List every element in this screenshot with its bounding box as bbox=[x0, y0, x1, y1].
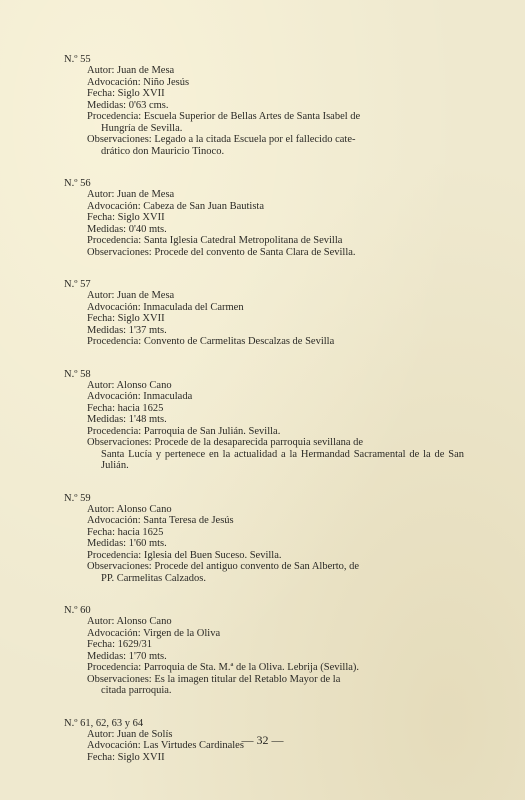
entry-number: N.º 60 bbox=[64, 605, 91, 616]
field-procedencia: Procedencia: Convento de Carmelitas Descalzas de Sevilla bbox=[87, 336, 335, 347]
field-advocacion: Advocación: Niño Jesús bbox=[87, 76, 190, 88]
field-autor: Autor: Juan de Mesa bbox=[87, 290, 175, 301]
field-fecha: Fecha: hacia 1625 bbox=[87, 402, 164, 414]
field-advocacion: Advocación: Inmaculada del Carmen bbox=[87, 301, 244, 313]
catalog-entry bbox=[64, 605, 464, 697]
field-fecha: Fecha: Siglo XVII bbox=[87, 212, 165, 223]
catalog-entry bbox=[64, 369, 464, 472]
entry-number: N.º 57 bbox=[64, 279, 91, 290]
field-observaciones: Observaciones: Es la imagen titular del Retablo Mayor de la citada parroquia. bbox=[87, 673, 341, 696]
field-procedencia: Procedencia: Iglesia del Buen Suceso. Sevilla. bbox=[87, 549, 282, 561]
field-medidas: Medidas: 0'40 mts. bbox=[87, 223, 167, 235]
catalog-entry bbox=[64, 493, 464, 585]
field-autor: Autor: Juan de Solís bbox=[87, 728, 173, 740]
field-medidas: Medidas: 0'63 cms. bbox=[87, 99, 169, 111]
field-autor: Autor: Alonso Cano bbox=[87, 616, 172, 627]
entry-number: N.º 59 bbox=[64, 492, 91, 504]
field-advocacion: Advocación: Virgen de la Oliva bbox=[87, 627, 221, 639]
entry-number: N.º 56 bbox=[64, 178, 91, 189]
page-number: — 32 — bbox=[241, 733, 284, 747]
field-procedencia: Procedencia: Parroquia de Sta. M.ª de la Oliva. Lebrija (Sevilla). bbox=[87, 662, 360, 673]
field-autor: Autor: Juan de Mesa bbox=[87, 189, 175, 200]
catalog-entry bbox=[64, 279, 464, 348]
field-autor: Autor: Juan de Mesa bbox=[87, 65, 175, 76]
field-observaciones: Observaciones: Legado a la citada Escuela por el fallecido cate- drático don Mauricio Tinoco. bbox=[87, 134, 356, 157]
catalog-entry bbox=[64, 178, 464, 258]
catalog-entries bbox=[64, 54, 464, 784]
entry-number: N.º 61, 62, 63 y 64 bbox=[64, 717, 144, 729]
field-observaciones: Observaciones: Procede del convento de Santa Clara de Sevilla. bbox=[87, 246, 356, 258]
field-autor: Autor: Alonso Cano bbox=[87, 379, 172, 391]
field-medidas: Medidas: 1'48 mts. bbox=[87, 414, 167, 425]
field-autor: Autor: Alonso Cano bbox=[87, 503, 172, 515]
field-fecha: Fecha: Siglo XVII bbox=[87, 751, 165, 763]
field-advocacion: Advocación: Santa Teresa de Jesús bbox=[87, 515, 234, 526]
catalog-entry bbox=[64, 54, 464, 157]
field-medidas: Medidas: 1'70 mts. bbox=[87, 650, 167, 662]
field-procedencia: Procedencia: Santa Iglesia Catedral Metropolitana de Sevilla bbox=[87, 235, 343, 246]
entry-number: N.º 58 bbox=[64, 368, 91, 380]
field-observaciones: Observaciones: Procede del antiguo convento de San Alberto, de PP. Carmelitas Calzados. bbox=[87, 561, 360, 584]
field-fecha: Fecha: Siglo XVII bbox=[87, 88, 165, 99]
field-procedencia: Procedencia: Escuela Superior de Bellas Artes de Santa Isabel de Hungría de Sevilla. bbox=[87, 111, 361, 134]
field-advocacion: Advocación: Cabeza de San Juan Bautista bbox=[87, 200, 264, 212]
field-advocacion: Advocación: Inmaculada bbox=[87, 391, 193, 402]
field-advocacion: Advocación: Las Virtudes Cardinales bbox=[87, 740, 244, 751]
field-fecha: Fecha: 1629/31 bbox=[87, 639, 153, 650]
field-medidas: Medidas: 1'60 mts. bbox=[87, 538, 167, 549]
field-fecha: Fecha: Siglo XVII bbox=[87, 313, 165, 324]
field-observaciones: Observaciones: Procede de la desaparecida parroquia sevillana de Santa Lucía y pertenece en la actualidad a la Hermandad Sacramental de la de San Julián. bbox=[87, 437, 464, 471]
field-fecha: Fecha: hacia 1625 bbox=[87, 526, 164, 538]
field-procedencia: Procedencia: Parroquia de San Julián. Sevilla. bbox=[87, 425, 281, 437]
field-medidas: Medidas: 1'37 mts. bbox=[87, 324, 167, 336]
entry-number: N.º 55 bbox=[64, 54, 91, 65]
